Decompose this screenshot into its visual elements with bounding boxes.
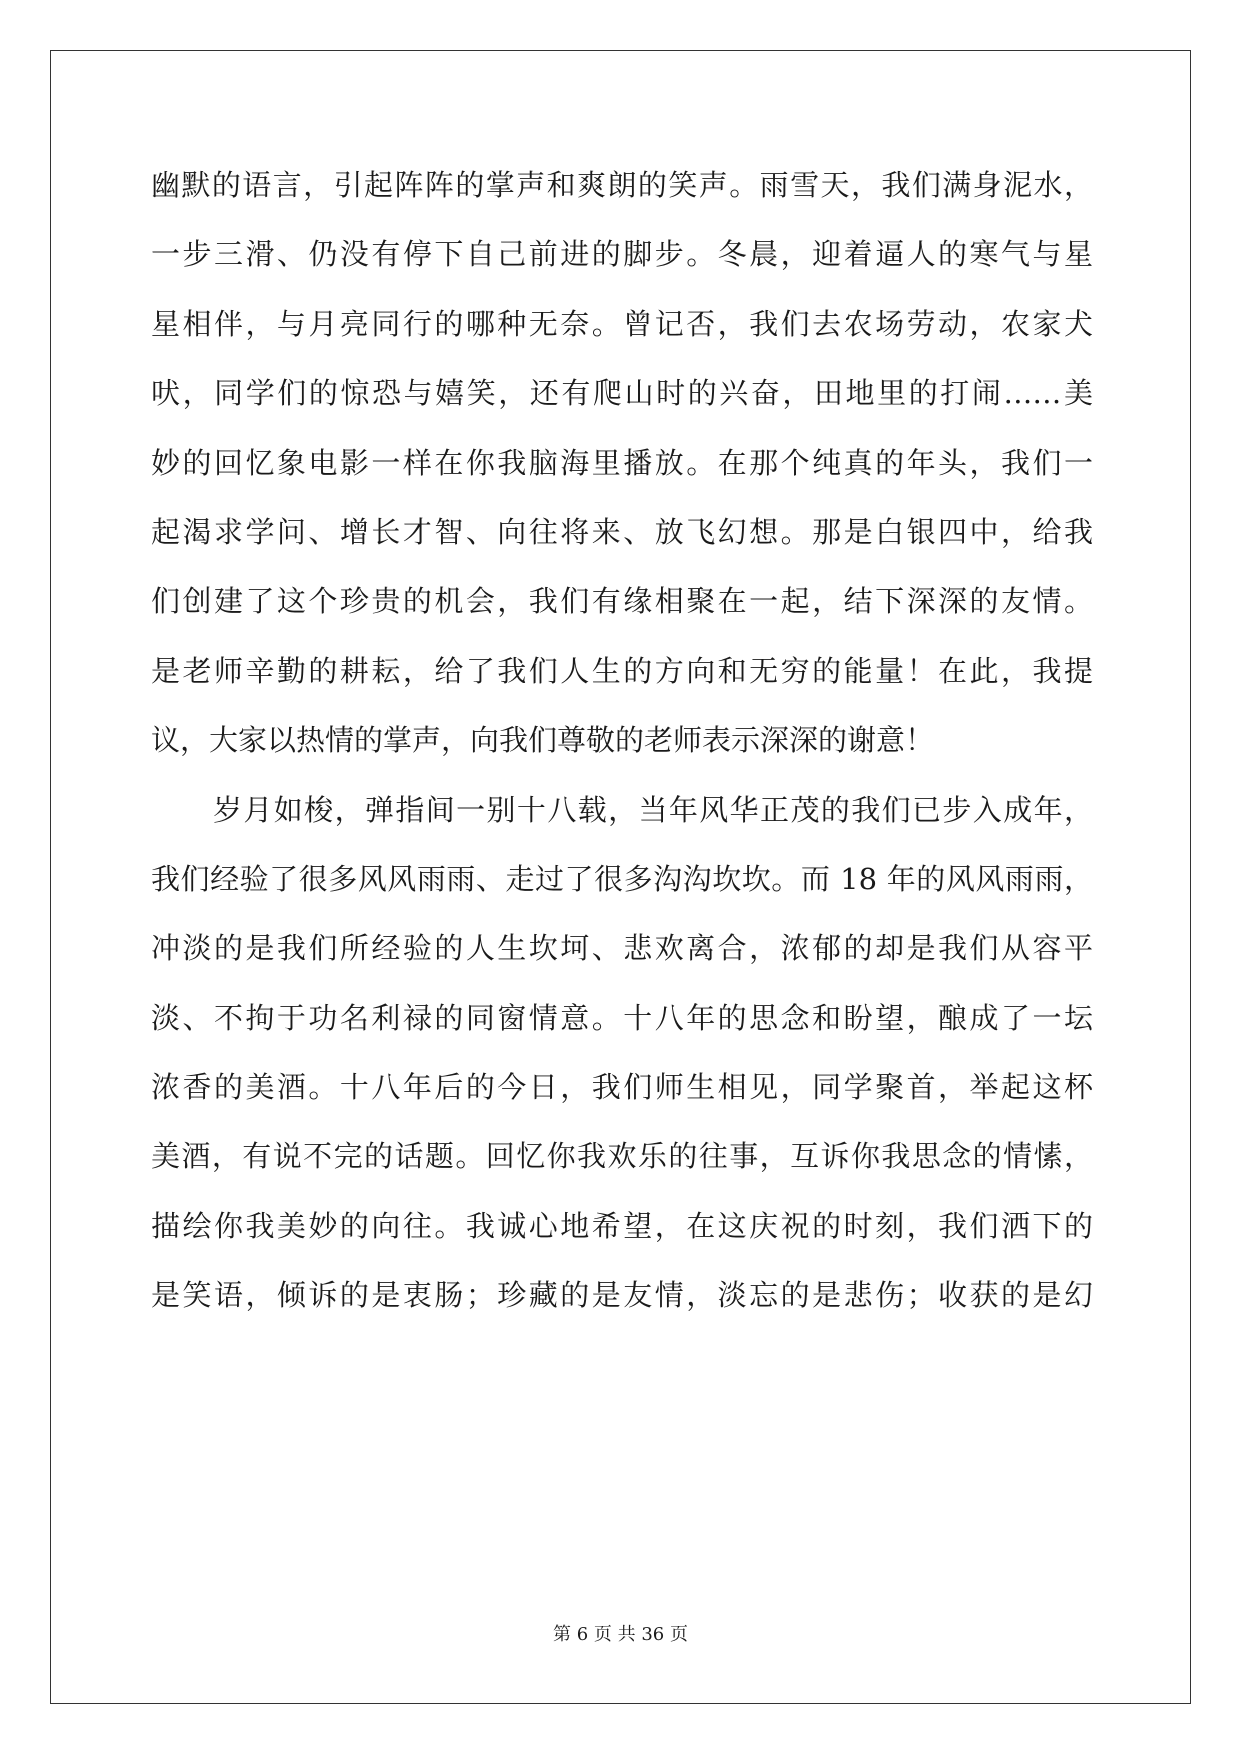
text-line: 美酒，有说不完的话题。回忆你我欢乐的往事，互诉你我思念的情愫， bbox=[151, 1139, 1093, 1174]
text-line: 一步三滑、仍没有停下自己前进的脚步。冬晨，迎着逼人的寒气与星 bbox=[151, 237, 1093, 272]
text-line: 起渴求学问、增长才智、向往将来、放飞幻想。那是白银四中，给我 bbox=[151, 514, 1093, 549]
text-line: 是笑语，倾诉的是衷肠；珍藏的是友情，淡忘的是悲伤；收获的是幻 bbox=[151, 1278, 1093, 1313]
text-line: 我们经验了很多风风雨雨、走过了很多沟沟坎坎。而 18 年的风风雨雨， bbox=[151, 861, 1093, 896]
page-number: 第 6 页 共 36 页 bbox=[553, 1624, 688, 1645]
text-line: 吠，同学们的惊恐与嬉笑，还有爬山时的兴奋，田地里的打闹……美 bbox=[151, 376, 1093, 411]
text-line: 妙的回忆象电影一样在你我脑海里播放。在那个纯真的年头，我们一 bbox=[151, 445, 1093, 480]
text-line: 是老师辛勤的耕耘，给了我们人生的方向和无穷的能量！在此，我提 bbox=[151, 653, 1093, 688]
text-line: 幽默的语言，引起阵阵的掌声和爽朗的笑声。雨雪天，我们满身泥水， bbox=[151, 168, 1093, 202]
text-line: 们创建了这个珍贵的机会，我们有缘相聚在一起，结下深深的友情。 bbox=[151, 584, 1093, 619]
text-line: 议，大家以热情的掌声，向我们尊敬的老师表示深深的谢意！ bbox=[151, 723, 935, 758]
text-line: 浓香的美酒。十八年后的今日，我们师生相见，同学聚首，举起这杯 bbox=[151, 1070, 1093, 1105]
text-line: 描绘你我美妙的向往。我诚心地希望，在这庆祝的时刻，我们洒下的 bbox=[151, 1208, 1093, 1243]
document-body bbox=[151, 165, 1093, 1345]
text-line: 星相伴，与月亮同行的哪种无奈。曾记否，我们去农场劳动，农家犬 bbox=[151, 306, 1093, 341]
page-footer bbox=[0, 1623, 1241, 1647]
paragraph-start-line: 岁月如梭，弹指间一别十八载，当年风华正茂的我们已步入成年， bbox=[213, 792, 1093, 827]
text-line: 冲淡的是我们所经验的人生坎坷、悲欢离合，浓郁的却是我们从容平 bbox=[151, 931, 1093, 966]
text-line: 淡、不拘于功名利禄的同窗情意。十八年的思念和盼望，酿成了一坛 bbox=[151, 1000, 1093, 1035]
